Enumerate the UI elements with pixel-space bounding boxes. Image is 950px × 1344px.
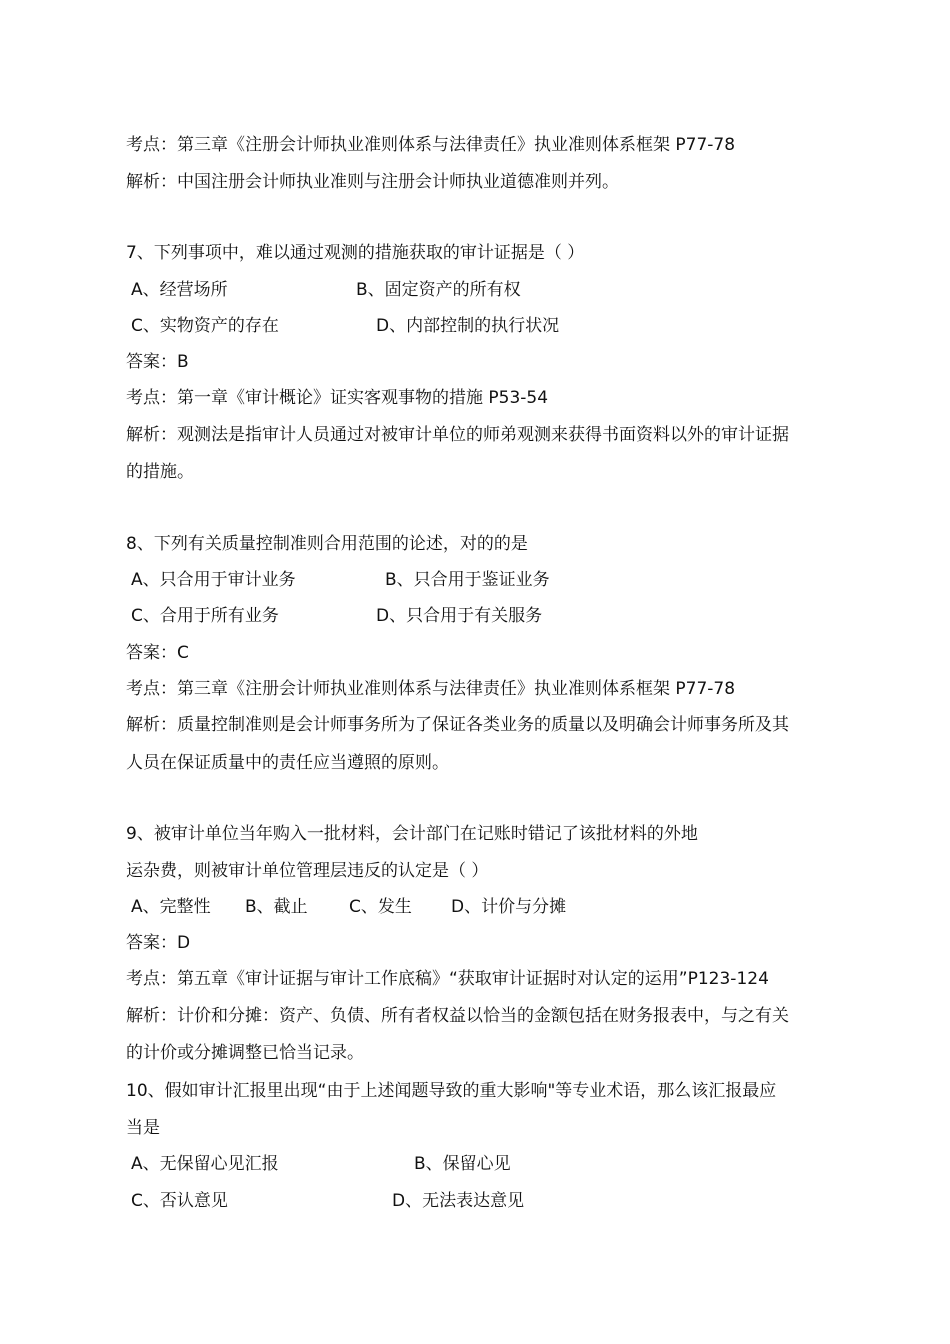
q9-jiexi-line2: 的计价或分摊调整已恰当记录。 [126,1043,364,1063]
q7-option-a: A、经营场所 [131,280,228,300]
q8-kaodian: 考点：第三章《注册会计师执业准则体系与法律责任》执业准则体系框架 P77-78 [126,679,736,699]
q6-kaodian: 考点：第三章《注册会计师执业准则体系与法律责任》执业准则体系框架 P77-78 [126,135,736,155]
q8-jiexi-line2: 人员在保证质量中的责任应当遵照的原则。 [126,753,449,773]
q9-question-line1: 9、被审计单位当年购入一批材料，会计部门在记账时错记了该批材料的外地 [126,824,698,844]
q9-option-b: B、截止 [245,897,308,917]
q7-option-b: B、固定资产的所有权 [356,280,521,300]
q9-question-line2: 运杂费，则被审计单位管理层违反的认定是（ ） [126,861,489,881]
q10-option-b: B、保留心见 [414,1154,511,1174]
q8-question: 8、下列有关质量控制准则合用范围的论述，对的的是 [126,534,528,554]
q10-option-d: D、无法表达意见 [392,1191,525,1211]
q8-jiexi-line1: 解析：质量控制准则是会计师事务所为了保证各类业务的质量以及明确会计师事务所及其 [126,715,789,735]
q9-answer: 答案：D [126,933,191,953]
q10-question-line2: 当是 [126,1118,160,1138]
q7-jiexi-line1: 解析：观测法是指审计人员通过对被审计单位的师弟观测来获得书面资料以外的审计证据 [126,425,789,445]
q9-option-c: C、发生 [349,897,412,917]
q7-option-d: D、内部控制的执行状况 [376,316,560,336]
q9-option-d: D、计价与分摊 [451,897,567,917]
q8-option-a: A、只合用于审计业务 [131,570,296,590]
q9-jiexi-line1: 解析：计价和分摊：资产、负债、所有者权益以恰当的金额包括在财务报表中，与之有关 [126,1006,789,1026]
q9-option-a: A、完整性 [131,897,211,917]
q10-option-c: C、否认意见 [131,1191,228,1211]
q7-question: 7、下列事项中，难以通过观测的措施获取的审计证据是（ ） [126,243,585,263]
q10-question-line1: 10、假如审计汇报里出现“由于上述闻题导致的重大影响"等专业术语，那么该汇报最应 [126,1081,777,1101]
q8-option-c: C、合用于所有业务 [131,606,279,626]
q7-option-c: C、实物资产的存在 [131,316,279,336]
q9-kaodian: 考点：第五章《审计证据与审计工作底稿》“获取审计证据时对认定的运用”P123-124 [126,969,769,989]
q7-kaodian: 考点：第一章《审计概论》证实客观事物的措施 P53-54 [126,388,549,408]
q8-option-d: D、只合用于有关服务 [376,606,543,626]
q6-jiexi: 解析：中国注册会计师执业准则与注册会计师执业道德准则并列。 [126,172,619,192]
q10-option-a: A、无保留心见汇报 [131,1154,279,1174]
q7-answer: 答案：B [126,352,189,372]
q8-answer: 答案：C [126,643,189,663]
q7-jiexi-line2: 的措施。 [126,462,194,482]
q8-option-b: B、只合用于鉴证业务 [385,570,550,590]
